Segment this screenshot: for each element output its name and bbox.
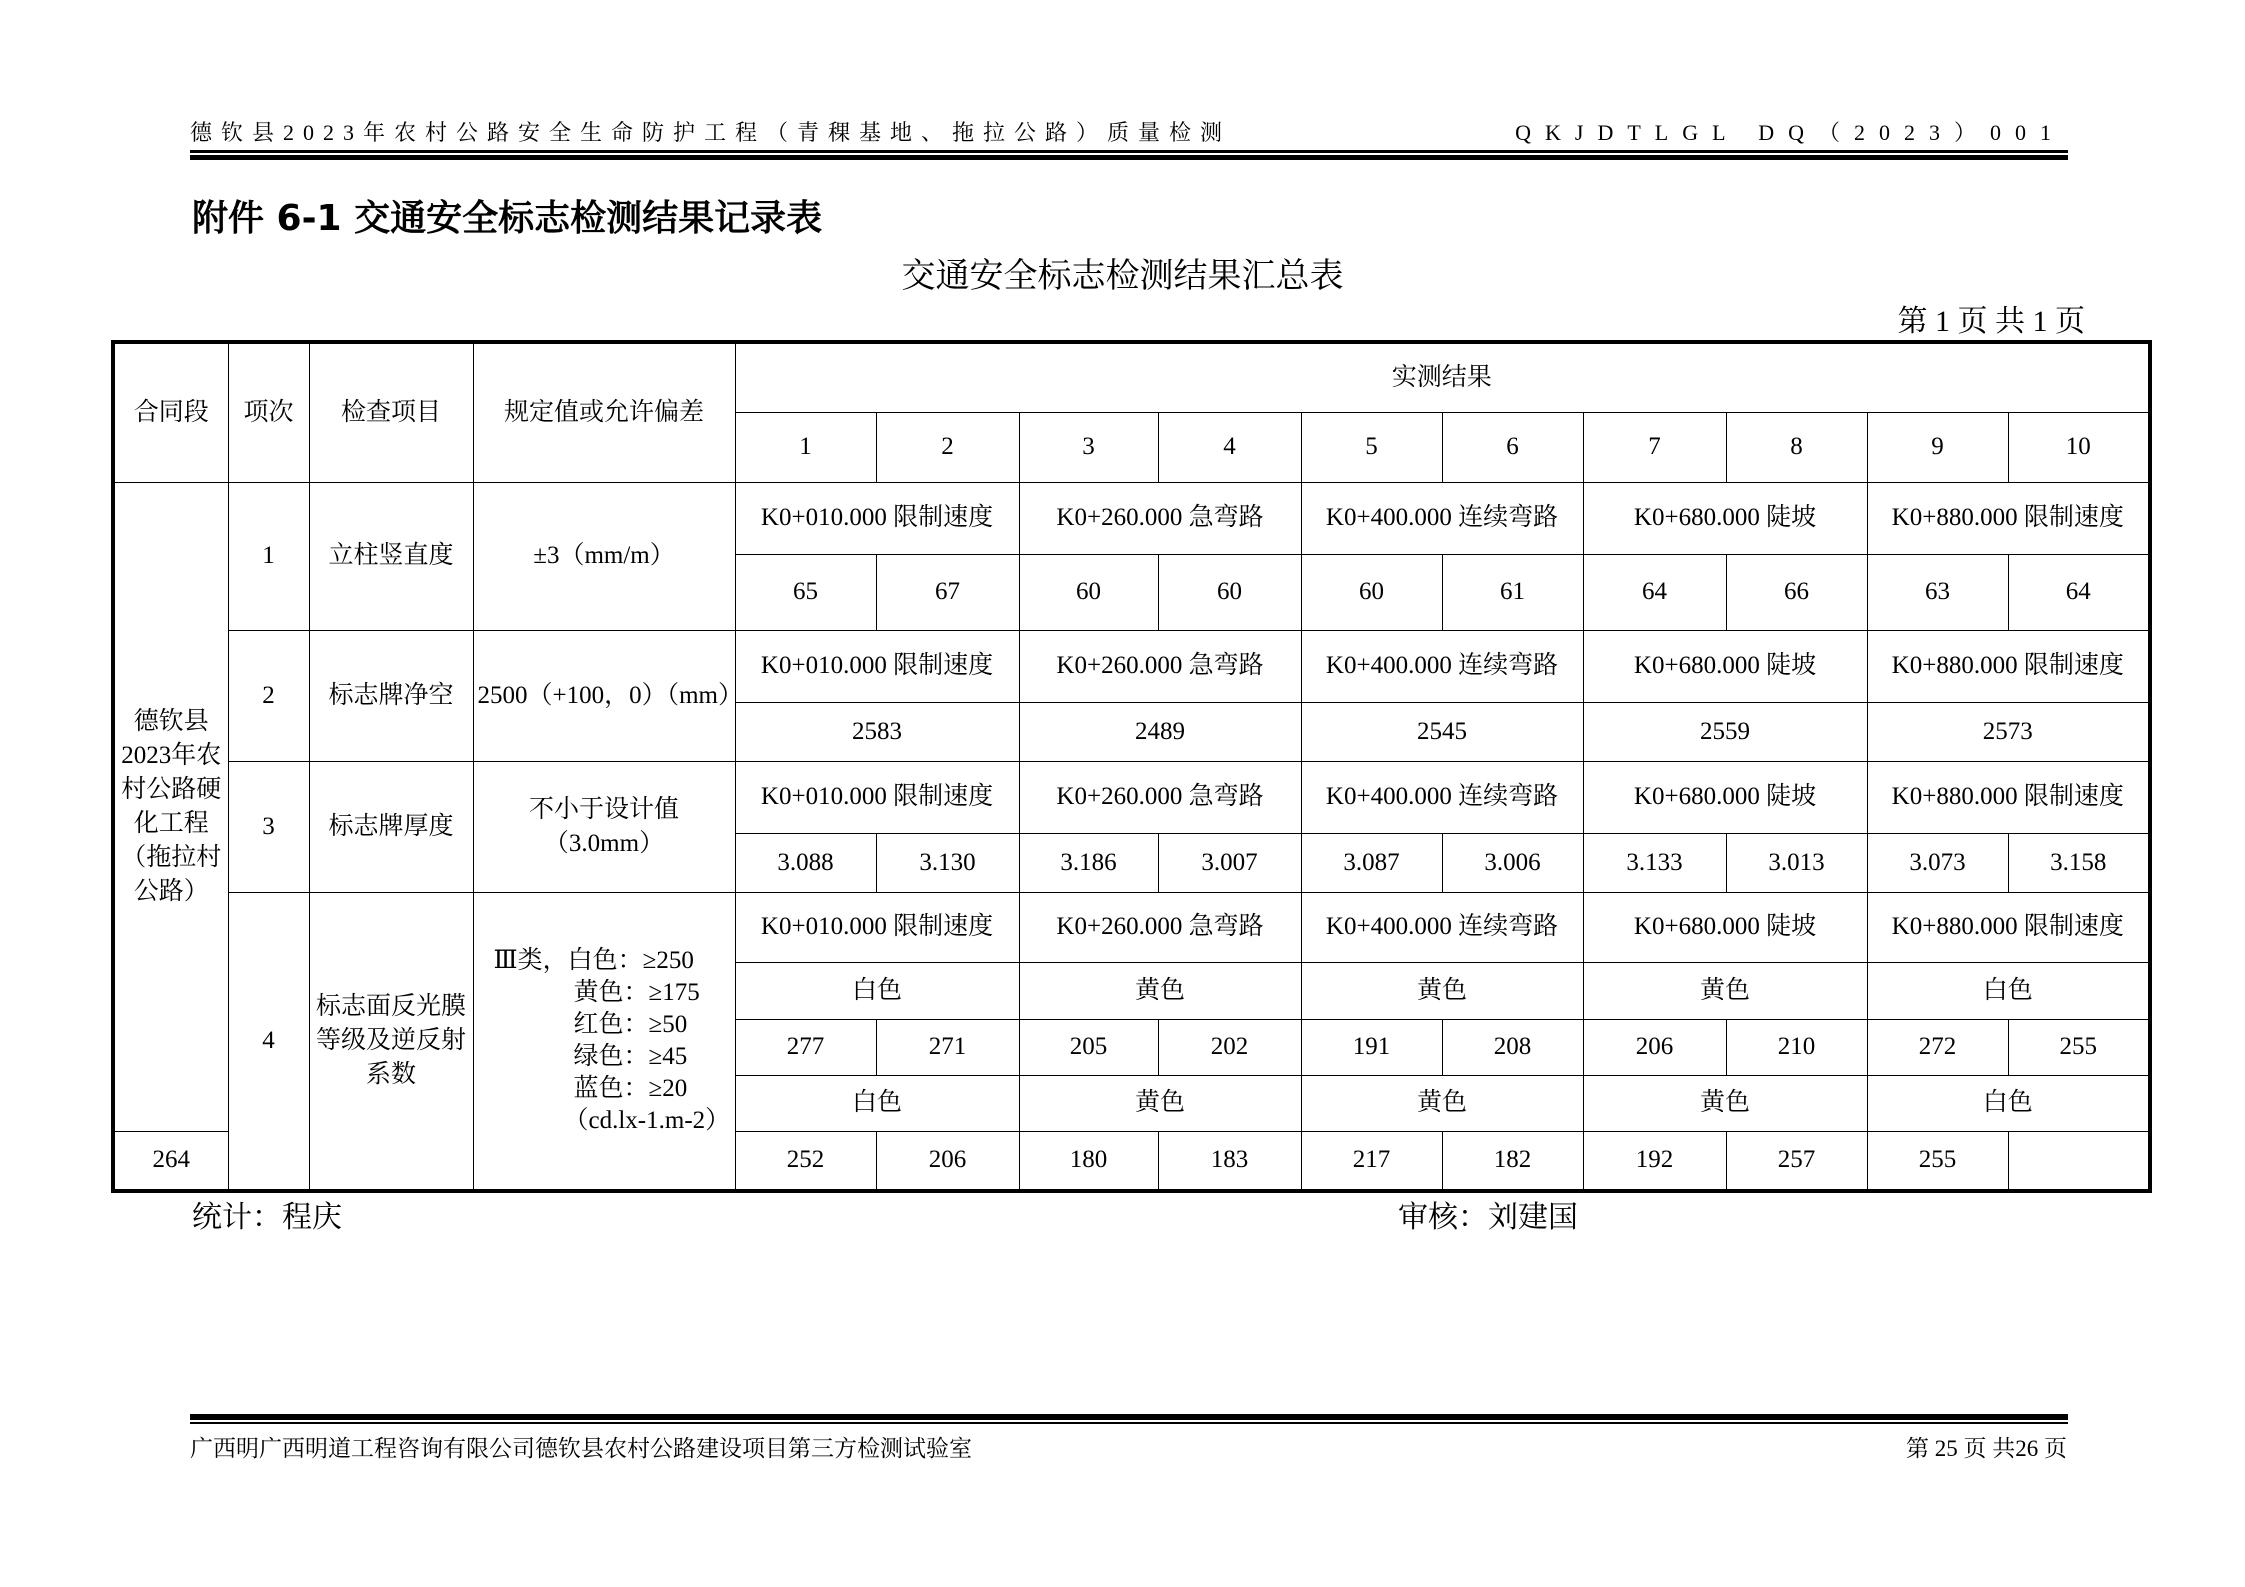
sheeting-color: 黄色 — [1019, 1075, 1301, 1131]
item-spec: 2500（+100，0）（mm） — [473, 630, 735, 761]
header-column-number: 1 — [735, 412, 876, 482]
table-row — [113, 761, 2150, 833]
item-number: 4 — [228, 892, 309, 1191]
sheeting-color: 黄色 — [1583, 962, 1867, 1019]
location-cell: K0+010.000 限制速度 — [735, 482, 1019, 554]
spec-line: 蓝色：≥20 — [573, 1074, 688, 1102]
measured-value: 2545 — [1301, 702, 1583, 761]
sheeting-color: 白色 — [735, 962, 1019, 1019]
header-column-number: 9 — [1867, 412, 2008, 482]
header-column-number: 10 — [2008, 412, 2150, 482]
spec-line: 黄色：≥175 — [573, 978, 700, 1006]
header-column-number: 3 — [1019, 412, 1158, 482]
measured-value: 3.186 — [1019, 833, 1158, 892]
table-row — [113, 630, 2150, 702]
item-spec — [473, 892, 735, 1191]
location-cell: K0+880.000 限制速度 — [1867, 892, 2150, 962]
header-column-number: 5 — [1301, 412, 1442, 482]
retroreflection-value: 264 — [113, 1131, 228, 1191]
item-number: 2 — [228, 630, 309, 761]
sheeting-color: 黄色 — [1301, 1075, 1583, 1131]
header-column-number: 2 — [876, 412, 1019, 482]
measured-value: 3.133 — [1583, 833, 1726, 892]
retroreflection-value: 205 — [1019, 1019, 1158, 1075]
footer-page-number: 第 25 页 共26 页 — [1906, 1436, 2067, 1461]
location-cell: K0+880.000 限制速度 — [1867, 482, 2150, 554]
spec-line: （cd.lx-1.m-2） — [563, 1106, 731, 1134]
measured-value: 3.130 — [876, 833, 1019, 892]
location-cell: K0+260.000 急弯路 — [1019, 630, 1301, 702]
location-cell: K0+400.000 连续弯路 — [1301, 482, 1583, 554]
retroreflection-value: 183 — [1158, 1131, 1301, 1191]
measured-value: 60 — [1301, 554, 1442, 630]
measured-value: 3.088 — [735, 833, 876, 892]
attachment-title: 附件 6-1 交通安全标志检测结果记录表 — [192, 198, 823, 239]
sheeting-color: 黄色 — [1301, 962, 1583, 1019]
document-header-code: QKJDTLGL DQ（2023）001 — [1515, 120, 2065, 145]
table-title: 交通安全标志检测结果汇总表 — [901, 258, 1344, 295]
footer-organization: 广西明广西明道工程咨询有限公司德钦县农村公路建设项目第三方检测试验室 — [190, 1436, 972, 1461]
location-cell: K0+680.000 陡坡 — [1583, 761, 1867, 833]
measured-value: 67 — [876, 554, 1019, 630]
item-number: 3 — [228, 761, 309, 892]
sheeting-color: 白色 — [735, 1075, 1019, 1131]
measured-value: 3.158 — [2008, 833, 2150, 892]
header-column-number: 7 — [1583, 412, 1726, 482]
retroreflection-value: 206 — [1583, 1019, 1726, 1075]
header-column-number: 8 — [1726, 412, 1867, 482]
retroreflection-value: 217 — [1301, 1131, 1442, 1191]
retroreflection-value: 180 — [1019, 1131, 1158, 1191]
location-cell: K0+010.000 限制速度 — [735, 630, 1019, 702]
location-cell: K0+260.000 急弯路 — [1019, 482, 1301, 554]
footer-rule — [190, 1422, 2068, 1424]
table-row — [113, 482, 2150, 554]
measured-value: 66 — [1726, 554, 1867, 630]
footer-rule-thick — [190, 1414, 2068, 1420]
measured-value: 60 — [1158, 554, 1301, 630]
retroreflection-value: 206 — [876, 1131, 1019, 1191]
measured-value: 3.007 — [1158, 833, 1301, 892]
header-check-item: 检查项目 — [309, 342, 473, 482]
retroreflection-value: 210 — [1726, 1019, 1867, 1075]
header-measured: 实测结果 — [735, 342, 2150, 412]
sheeting-color: 白色 — [1867, 1075, 2150, 1131]
measured-value: 2559 — [1583, 702, 1867, 761]
measured-value: 61 — [1442, 554, 1583, 630]
item-spec: ±3（mm/m） — [473, 482, 735, 630]
item-name: 标志牌厚度 — [309, 761, 473, 892]
measured-value: 64 — [1583, 554, 1726, 630]
retroreflection-value: 257 — [1726, 1131, 1867, 1191]
header-rule-thick — [190, 155, 2068, 160]
spec-line: Ⅲ类，白色：≥250 — [493, 946, 694, 974]
section-name: 德钦县2023年农村公路硬化工程（拖拉村公路） — [113, 482, 228, 1131]
location-cell: K0+680.000 陡坡 — [1583, 482, 1867, 554]
sheeting-color: 白色 — [1867, 962, 2150, 1019]
measured-value: 2489 — [1019, 702, 1301, 761]
sheeting-color: 黄色 — [1583, 1075, 1867, 1131]
measured-value: 3.087 — [1301, 833, 1442, 892]
header-section: 合同段 — [113, 342, 228, 482]
table-row — [113, 342, 2150, 412]
item-name: 立柱竖直度 — [309, 482, 473, 630]
spec-line: 绿色：≥45 — [573, 1042, 688, 1070]
location-cell: K0+400.000 连续弯路 — [1301, 761, 1583, 833]
statistician-signature: 统计：程庆 — [192, 1200, 342, 1235]
location-cell: K0+680.000 陡坡 — [1583, 892, 1867, 962]
header-item-no: 项次 — [228, 342, 309, 482]
measured-value: 65 — [735, 554, 876, 630]
retroreflection-value: 272 — [1867, 1019, 2008, 1075]
retroreflection-value: 271 — [876, 1019, 1019, 1075]
retroreflection-value: 252 — [735, 1131, 876, 1191]
location-cell: K0+260.000 急弯路 — [1019, 761, 1301, 833]
results-table — [111, 340, 2152, 1193]
retroreflection-value: 277 — [735, 1019, 876, 1075]
item-name: 标志面反光膜等级及逆反射系数 — [309, 892, 473, 1191]
measured-value: 2583 — [735, 702, 1019, 761]
reviewer-signature: 审核：刘建国 — [1398, 1200, 1578, 1235]
retroreflection-value: 191 — [1301, 1019, 1442, 1075]
location-cell: K0+400.000 连续弯路 — [1301, 630, 1583, 702]
measured-value: 3.006 — [1442, 833, 1583, 892]
item-name: 标志牌净空 — [309, 630, 473, 761]
measured-value: 63 — [1867, 554, 2008, 630]
measured-value: 64 — [2008, 554, 2150, 630]
header-rule — [190, 150, 2068, 153]
item-number: 1 — [228, 482, 309, 630]
location-cell: K0+880.000 限制速度 — [1867, 630, 2150, 702]
spec-line: 红色：≥50 — [573, 1010, 688, 1038]
location-cell: K0+680.000 陡坡 — [1583, 630, 1867, 702]
location-cell: K0+400.000 连续弯路 — [1301, 892, 1583, 962]
header-column-number: 6 — [1442, 412, 1583, 482]
item-spec: 不小于设计值（3.0mm） — [473, 761, 735, 892]
retroreflection-value: 192 — [1583, 1131, 1726, 1191]
location-cell: K0+010.000 限制速度 — [735, 892, 1019, 962]
page-indicator: 第 1 页 共 1 页 — [1897, 305, 2085, 338]
measured-value: 3.013 — [1726, 833, 1867, 892]
location-cell: K0+260.000 急弯路 — [1019, 892, 1301, 962]
measured-value: 2573 — [1867, 702, 2150, 761]
sheeting-color: 黄色 — [1019, 962, 1301, 1019]
retroreflection-value: 255 — [2008, 1019, 2150, 1075]
header-column-number: 4 — [1158, 412, 1301, 482]
measured-value: 3.073 — [1867, 833, 2008, 892]
measured-value: 60 — [1019, 554, 1158, 630]
retroreflection-value: 208 — [1442, 1019, 1583, 1075]
location-cell: K0+880.000 限制速度 — [1867, 761, 2150, 833]
retroreflection-value: 182 — [1442, 1131, 1583, 1191]
table-row — [113, 892, 2150, 962]
retroreflection-value: 255 — [1867, 1131, 2008, 1191]
header-spec: 规定值或允许偏差 — [473, 342, 735, 482]
retroreflection-value: 202 — [1158, 1019, 1301, 1075]
location-cell: K0+010.000 限制速度 — [735, 761, 1019, 833]
document-header-title: 德钦县2023年农村公路安全生命防护工程（青稞基地、拖拉公路）质量检测 — [190, 120, 1232, 145]
